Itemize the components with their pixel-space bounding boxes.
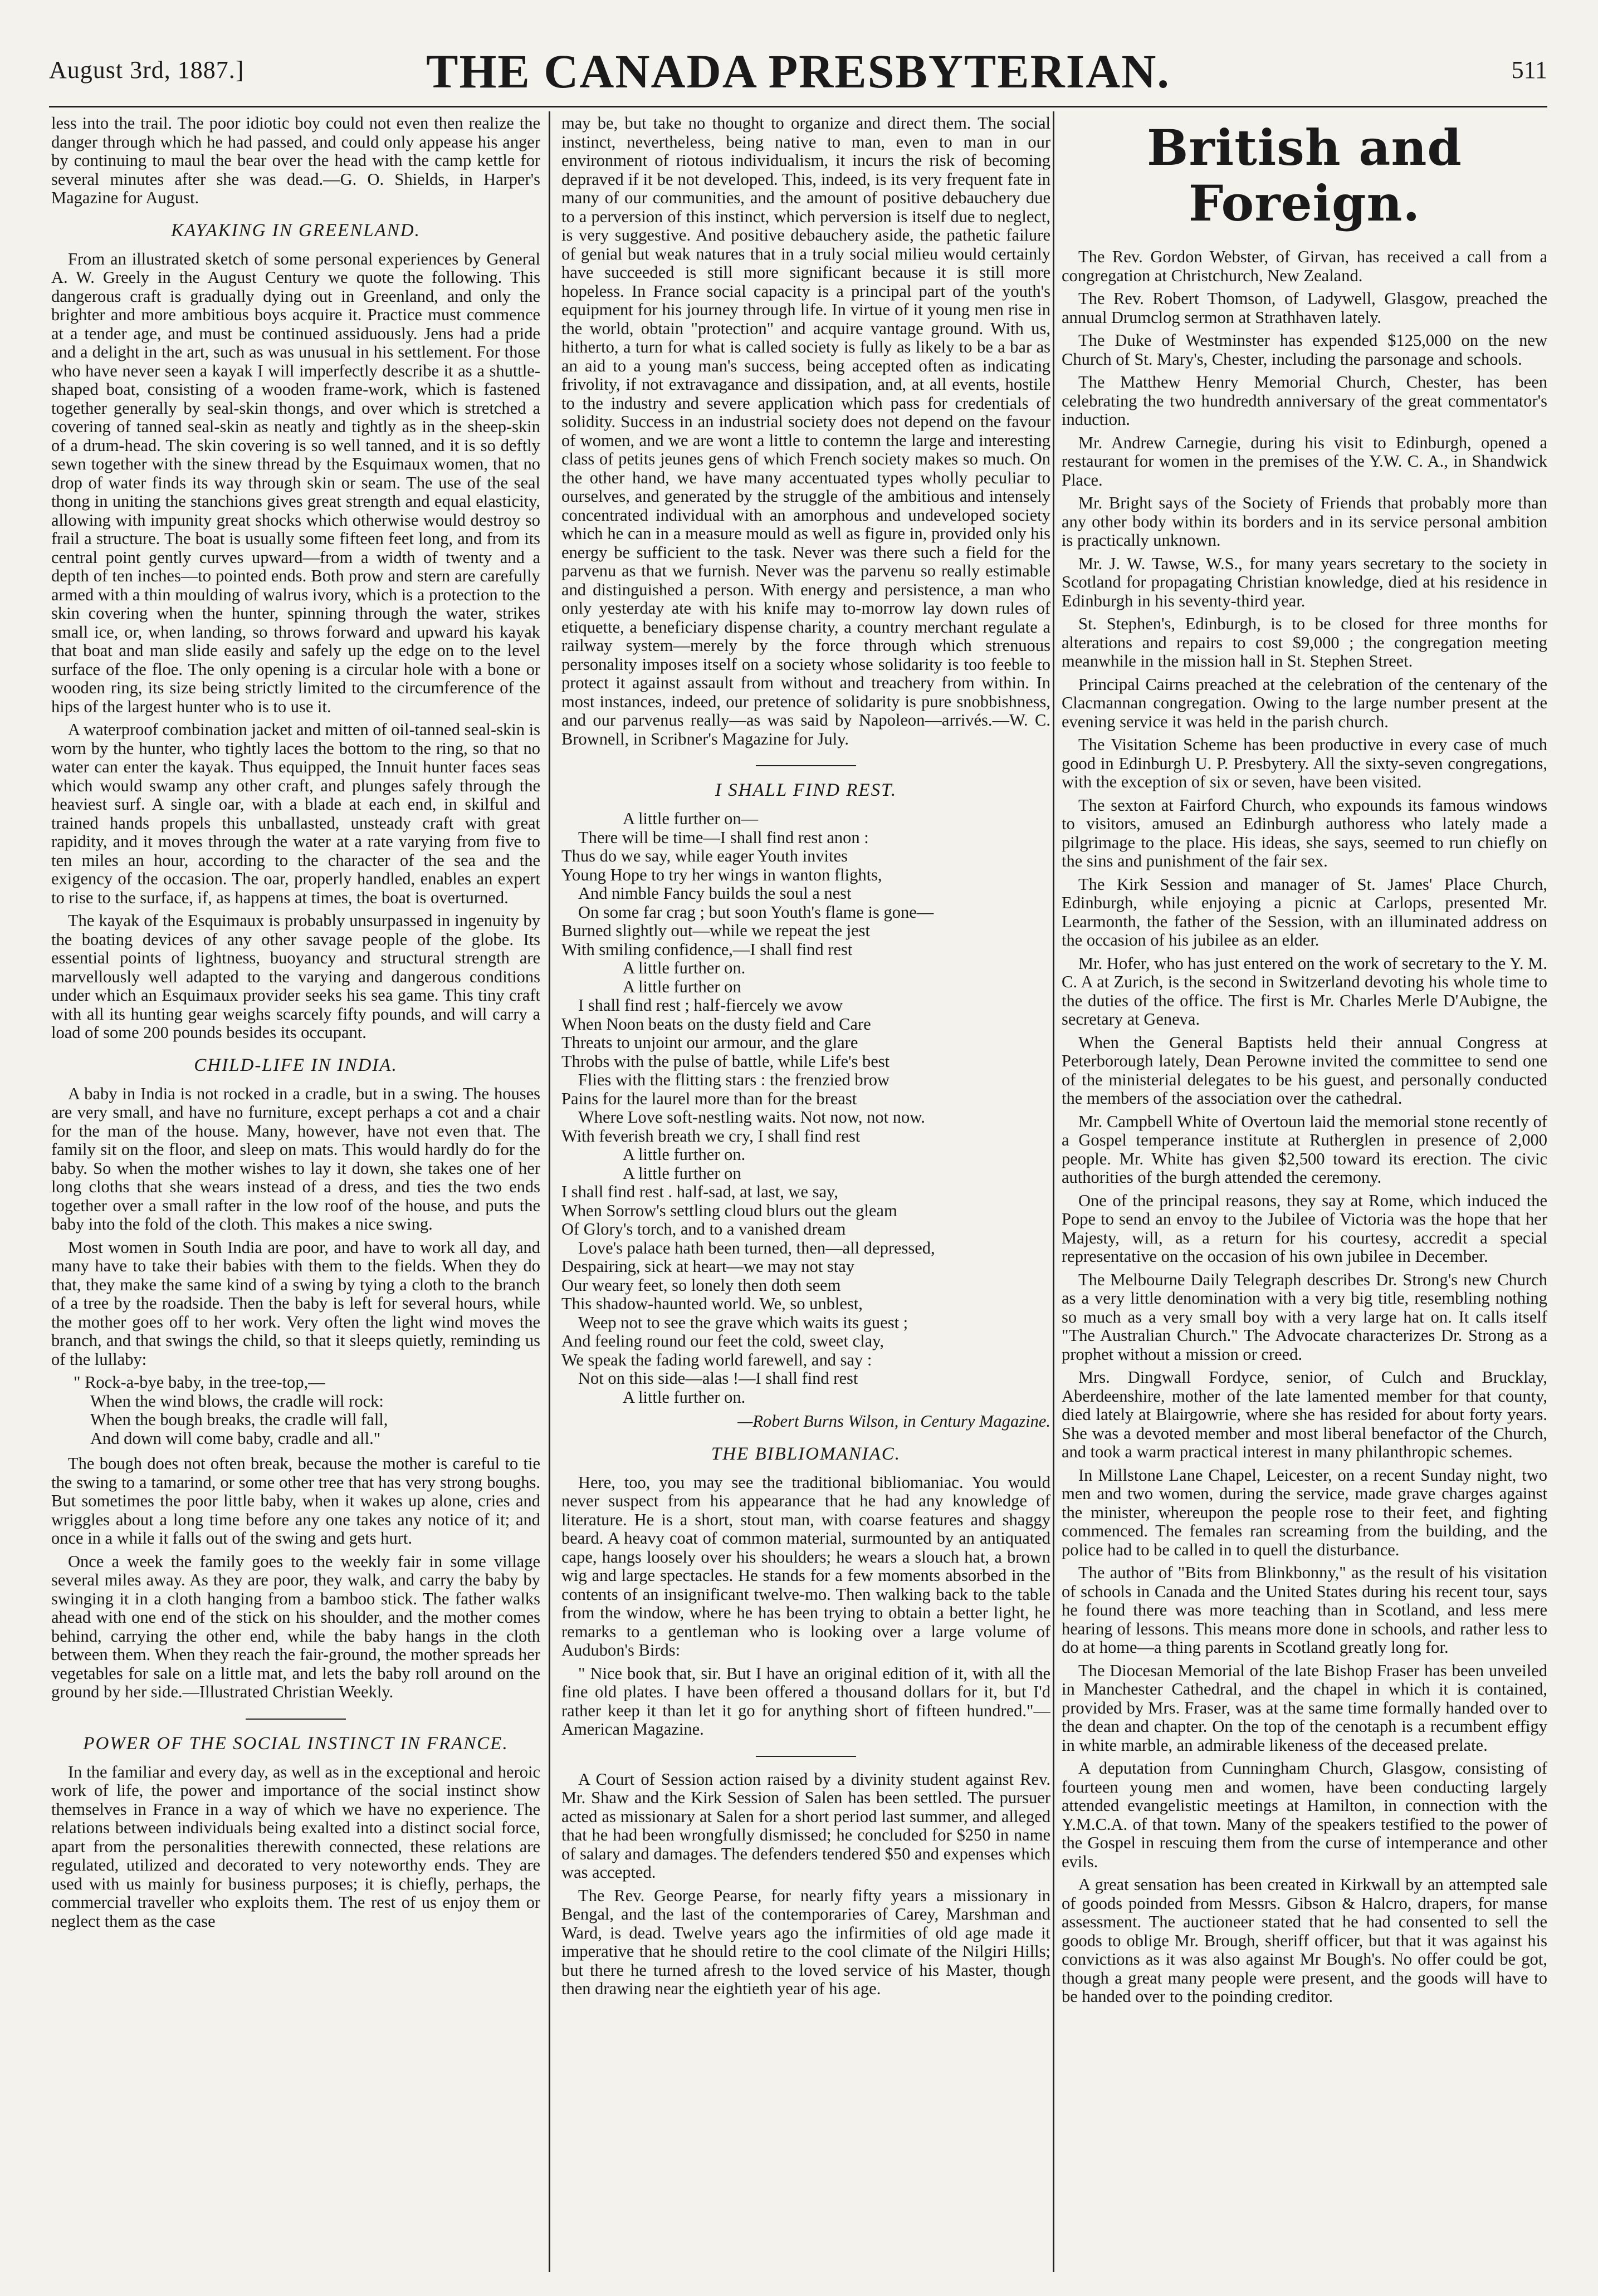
social-instinct-paragraph-1: In the familiar and every day, as well as in the exceptional and heroic work of life, the power and importance of the social instinct show themselves in France in a way of which we have no experience. The relations between individuals being exalted into a distinct social force, apart from the personalities therewith connected, these relations are regulated, utilized and decorated to very noteworthy ends. They are used with us mainly for business purposes; it is chiefly, perhaps, the commercial traveller who exploits them. The rest of us enjoy them or neglect them as the case: [51, 1762, 540, 1931]
issue-date: August 3rd, 1887.]: [49, 56, 245, 84]
news-item: The Rev. Gordon Webster, of Girvan, has received a call from a congregation at Christchurch, New Zealand.: [1062, 247, 1547, 285]
social-instinct-paragraph-2: may be, but take no thought to organize and direct them. The social instinct, nevertheless, being native to man, even to man in our environment of riotous individualism, it incurs the risk of becoming depraved if it be not developed. This, indeed, is its very frequent fate in many of our communities, and the amount of positive debauchery due to a perversion of this instinct, which perversion is itself due to neglect, is very suggestive. And positive debauchery aside, the pathetic failure of genial but weak natures that in a truly social milieu would certainly have succeeded is still more significant because it is still more hopeless. In France social capacity is a principal part of the youth's equipment for his journey through life. In virtue of it young men rise in the world, obtain "protection" and acquire vantage ground. With us, hitherto, a turn for what is called society is fully as likely to be a bar as an aid to a young man's success, being accepted often as indicating frivolity, if not extravagance and dissipation, and, at all events, hostile to the industry and severe application which pass for credentials of solidity. Success in an industrial society does not depend on the favour of women, and we are wont a little to contemn the large and interesting class of petits jeunes gens of which French society makes so much. On the other hand, we have many accentuated types wholly peculiar to ourselves, and generated by the struggle of the ambitious and intensely concentrated individual with an amorphous and undeveloped society which he can in a measure mould as well as figure in, provided only his energy be sufficient to the task. Never was there such a field for the parvenu as that we furnish. Never was the parvenu so really estimable and distinguished a person. With energy and persistence, a man who only yesterday ate with his knife may to-morrow lay down rules of etiquette, a beneficiary dispense charity, a country merchant regulate a railway system—merely by the force through which strenuous personality imposes itself on a society whose solidarity is too feeble to protect it against assault from without and treachery from within. In most instances, indeed, our pretence of solidarity is pure snobbishness, and our parvenus really—as was said by Napoleon—arrivés.—W. C. Brownell, in Scribner's Magazine for July.: [561, 114, 1050, 748]
poem-line: On some far crag ; but soon Youth's flame is gone—: [578, 902, 934, 922]
poem-line: Despairing, sick at heart—we may not stay: [561, 1257, 854, 1276]
news-item: A great sensation has been created in Kirkwall by an attempted sale of goods poinded from Messrs. Gibson & Halcro, drapers, for manse assessment. The auctioneer stated that he had consented to sell the goods to oblige Mr. Brough, sheriff officer, but that it was against his convictions as it was also against Mr Bough's. No offer could be got, though a great many people were present, and the goods will have to be handed over to the poinding creditor.: [1062, 1875, 1547, 2006]
poem-line: I shall find rest ; half-fiercely we avow: [578, 996, 843, 1015]
lullaby-line: And down will come baby, cradle and all.": [90, 1428, 381, 1448]
child-life-paragraph-1: A baby in India is not rocked in a cradle, but in a swing. The houses are very small, and have no furniture, except perhaps a cot and a chair for the man of the house. Many, however, have not even that. The family sit on the floor, and sleep on mats. This would hardly do for the baby. So when the mother wishes to lay it down, she takes one of her long cloths that she wears instead of a dress, and ties the two ends together over a small rafter in the low roof of the house, and puts the baby into the fold of the cloth. This makes a nice swing.: [51, 1084, 540, 1233]
column-divider-2: [1053, 111, 1054, 2272]
bear-story-ending: less into the trail. The poor idiotic boy could not even then realize the danger through which he had passed, and could only appease his anger by continuing to maul the bear over the head with the camp kettle for several minutes after she was dead.—G. O. Shields, in Harper's Magazine for August.: [51, 114, 540, 207]
poem-line: Thus do we say, while eager Youth invites: [561, 846, 848, 865]
kayaking-paragraph-2: A waterproof combination jacket and mitten of oil-tanned seal-skin is worn by the hunter, who tightly laces the bottom to the ring, so that no water can enter the kayak. Thus equipped, the Innuit hunter faces seas which would swamp any other craft, and plunges safely through the heaviest surf. A single oar, with a blade at each end, in skilful and trained hands propels this unballasted, unsteady craft with great rapidity, and it moves through the water at a rate varying from five to ten miles an hour, according to the character of the sea and the exigency of the occasion. The oar, properly handled, enables an expert to rise to the surface, if, as happens at times, the boat is overturned.: [51, 720, 540, 907]
column-2: [561, 114, 1050, 2275]
poem-line: With smiling confidence,—I shall find rest: [561, 939, 853, 959]
news-item: Mr. J. W. Tawse, W.S., for many years secretary to the society in Scotland for propagating Christian knowledge, died at his residence in Edinburgh in his seventy-third year.: [1062, 554, 1547, 610]
section-rule: [756, 1756, 856, 1757]
bibliomaniac-heading: THE BIBLIOMANIAC.: [711, 1443, 901, 1464]
find-rest-poem: [561, 810, 1050, 1407]
poem-line: Flies with the flitting stars : the frenzied brow: [578, 1070, 890, 1089]
lullaby-line: When the bough breaks, the cradle will fall,: [90, 1410, 388, 1429]
child-life-paragraph-2: Most women in South India are poor, and have to work all day, and many have to take their babies with them to the fields. When they do that, they make the same kind of a swing by tying a cloth to the branch of a tree by the roadside. Then the baby is left for several hours, while the mother goes off to her work. Very often the light wind moves the branch, and that swings the child, so that it sleeps quietly, reminding us of the lullaby:: [51, 1237, 540, 1369]
poem-line: Our weary feet, so lonely then doth seem: [561, 1275, 841, 1295]
news-item: When the General Baptists held their annual Congress at Peterborough lately, Dean Perowne invited the committee to send one of the ministerial delegates to be his guest, and personally conducted the members of the association over the cathedral.: [1062, 1032, 1547, 1108]
news-item: St. Stephen's, Edinburgh, is to be closed for three months for alterations and repairs to cost $9,000 ; the congregation meeting meanwhile in the mission hall in St. Stephen Street.: [1062, 614, 1547, 670]
column-1: [51, 114, 540, 2275]
column-3: [1062, 114, 1547, 2275]
poem-line: Young Hope to try her wings in wanton flights,: [561, 865, 882, 884]
poem-line: A little further on: [623, 977, 741, 996]
bibliomaniac-paragraph-1: Here, too, you may see the traditional bibliomaniac. You would never suspect from his appearance that he had any knowledge of literature. He is a short, stout man, with coarse features and shaggy beard. A heavy coat of common material, surmounted by an antiquated cape, hangs loosely over his shoulders; he wears a slouch hat, a brown wig and large spectacles. He stands for a few moments absorbed in the contents of an insignificant twelve-mo. Then walking back to the table from the window, where he has been trying to obtain a better light, he remarks to a gentleman who is looking over a large volume of Audubon's Birds:: [561, 1472, 1050, 1659]
news-item: Mr. Hofer, who has just entered on the work of secretary to the Y. M. C. A at Zurich, is the second in Switzerland devoting his whole time to the duties of the office. The first is Mr. Charles Merle D'Aubigne, the secretary at Geneva.: [1062, 953, 1547, 1029]
news-item: The author of "Bits from Blinkbonny," as the result of his visitation of schools in Canada and the United States during his recent tour, says he found there was more teaching than in Scotland, and less mere hearing of lessons. This means more done in schools, and rather less to do at home—a thing parents in Scotland greatly long for.: [1062, 1563, 1547, 1657]
lullaby-line: " Rock-a-bye baby, in the tree-top,—: [74, 1373, 325, 1392]
lullaby-verse: [51, 1373, 540, 1448]
news-item: The Diocesan Memorial of the late Bishop Fraser has been unveiled in Manchester Cathedral, and the chapel in which it is contained, provided by Mrs. Fraser, was at the same time formally handed over to the dean and chapter. On the top of the cenotaph is a recumbent effigy in white marble, an admirable likeness of the deceased prelate.: [1062, 1661, 1547, 1755]
header-rule: [49, 106, 1547, 107]
news-item: Principal Cairns preached at the celebration of the centenary of the Clacmannan congregation. Owing to the large number present at the evening service it was held in the parish church.: [1062, 674, 1547, 731]
column-divider-1: [549, 111, 550, 2272]
poem-line: I shall find rest . half-sad, at last, we say,: [561, 1182, 838, 1201]
poem-line: Pains for the laurel more than for the breast: [561, 1089, 857, 1108]
poem-line: Not on this side—alas !—I shall find rest: [578, 1369, 858, 1388]
poem-line: A little further on.: [623, 1387, 746, 1407]
news-items-list: [1062, 248, 1547, 2006]
child-life-paragraph-4: Once a week the family goes to the weekly fair in some village several miles away. As they are poor, they walk, and carry the baby by swinging it in a cloth hanging from a bamboo stick. The father walks ahead with one end of the stick on his shoulder, and the mother comes behind, carrying the other end, while the baby hangs in the cloth between them. When they reach the fair-ground, the mother spreads her vegetables for sale on a little mat, and lets the baby roll around on the ground by her side.—Illustrated Christian Weekly.: [51, 1551, 540, 1701]
bibliomaniac-paragraph-2: " Nice book that, sir. But I have an original edition of it, with all the fine old plates. I have been offered a thousand dollars for it, but I'd rather keep it than let it go for anything short of fifteen hundred."—American Magazine.: [561, 1663, 1050, 1739]
british-and-foreign-heading: British and Foreign.: [1147, 119, 1462, 232]
poem-line: Threats to unjoint our armour, and the glare: [561, 1033, 858, 1052]
section-rule: [756, 765, 856, 766]
news-item: One of the principal reasons, they say at Rome, which induced the Pope to send an envoy to the Jubilee of Victoria was the hope that her Majesty, will, as a return for his courtesy, accredit a special representative on the occasion of his own jubilee in December.: [1062, 1191, 1547, 1266]
poem-line: A little further on: [623, 1163, 741, 1183]
child-life-paragraph-3: The bough does not often break, because the mother is careful to tie the swing to a tamarind, or some other tree that has very strong boughs. But sometimes the poor little baby, when it wakes up alone, cries and wriggles about a long time before any one takes any notice of it; and once in a while it falls out of the swing and gets hurt.: [51, 1454, 540, 1548]
find-rest-heading: I SHALL FIND REST.: [715, 780, 897, 800]
kayaking-paragraph-3: The kayak of the Esquimaux is probably unsurpassed in ingenuity by the boating devices of any other savage people of the globe. Its essential points of lightness, buoyancy and structural strength are marvellously well adapted to the varying and dangerous conditions under which an Esquimaux provider seeks his sea game. This tiny craft with all its hunting gear weighs scarcely fifty pounds, and will carry a load of some 200 pounds besides its occupant.: [51, 911, 540, 1042]
poem-line: And feeling round our feet the cold, sweet clay,: [561, 1331, 884, 1350]
poem-line: And nimble Fancy builds the soul a nest: [578, 884, 852, 903]
poem-line: Burned slightly out—while we repeat the jest: [561, 921, 870, 940]
poem-line: A little further on.: [623, 1145, 746, 1164]
poem-line: When Sorrow's settling cloud blurs out the gleam: [561, 1201, 897, 1220]
news-item: Mr. Bright says of the Society of Friends that probably more than any other body within its borders and in its service personal ambition is practically unknown.: [1062, 493, 1547, 550]
poem-line: Throbs with the pulse of battle, while Life's best: [561, 1051, 890, 1071]
poem-line: A little further on—: [623, 809, 759, 828]
poem-line: Where Love soft-nestling waits. Not now, not now.: [578, 1108, 925, 1127]
poem-line: Weep not to see the grave which waits its guest ;: [578, 1313, 908, 1332]
kayaking-paragraph-1: From an illustrated sketch of some personal experiences by General A. W. Greely in the August Century we quote the following. This dangerous craft is gradually dying out in Greenland, and only the brighter and more ambitious boys acquire it. Practice must commence at a tender age, and must be continued assiduously. Jens had a pride and a delight in the art, such as was unusual in his settlement. For those who have never seen a kayak I will imperfectly describe it as a shuttle-shaped boat, consisting of a wooden frame-work, which is fastened together generally by seal-skin thongs, and over which is stretched a covering of tanned seal-skin as neatly and tightly as in the sheep-skin of a drum-head. The skin covering is so well tanned, and it is so deftly sewn together with the sinew thread by the Esquimaux women, that no drop of water finds its way through skin or seam. The use of the seal thong in uniting the stanchions gives great strength and equal elasticity, allowing with impunity great shocks which otherwise would destroy so frail a structure. The boat is usually some fifteen feet long, and from its central point gently curves upward—from a width of twenty and a depth of ten inches—to pointed ends. Both prow and stern are carefully armed with a thin moulding of walrus ivory, which is a protection to the skin covering when the hunter, spinning through the water, strikes small ice, or, when landing, so throws forward and upward his kayak that boat and man slide easily and safely up the edge on to the level surface of the floe. The only opening is a circular hole with a bone or wooden ring, its size being strictly limited to the circumference of the hips of the largest hunter who is to use it.: [51, 249, 540, 716]
masthead-title: THE CANADA PRESBYTERIAN.: [426, 45, 1170, 98]
child-life-heading: CHILD-LIFE IN INDIA.: [194, 1055, 398, 1075]
court-of-session-item: A Court of Session action raised by a divinity student against Rev. Mr. Shaw and the Kirk Session of Salen has been settled. The pursuer acted as missionary at Salen for a short period last summer, and alleged that he had been wrongfully dismissed; he concluded for $250 in name of salary and damages. The defenders tendered $50 and expenses which was accepted.: [561, 1769, 1050, 1882]
news-item: The Melbourne Daily Telegraph describes Dr. Strong's new Church as a very little denomination with a very big title, resembling nothing so much as a very small boy with a very large hat on. It calls itself "The Australian Church." The Advocate characterizes Dr. Strong as a prophet without a mission or creed.: [1062, 1270, 1547, 1364]
poem-line: Love's palace hath been turned, then—all depressed,: [578, 1238, 935, 1257]
news-item: The sexton at Fairford Church, who expounds its famous windows to visitors, amused an Edinburgh authoress who lately made a pilgrimage to the place. His ideas, she says, seemed to run chiefly on the sins and punishment of the fair sex.: [1062, 795, 1547, 870]
poem-line: Of Glory's torch, and to a vanished dream: [561, 1220, 846, 1238]
section-rule: [246, 1719, 346, 1720]
news-item: The Visitation Scheme has been productive in every case of much good in Edinburgh U. P. Presbytery. All the sixty-seven congregations, with the exception of six or seven, have been visited.: [1062, 735, 1547, 791]
poem-source: —Robert Burns Wilson, in Century Magazine.: [737, 1412, 1050, 1431]
news-item: The Rev. Robert Thomson, of Ladywell, Glasgow, preached the annual Drumclog sermon at Strathhaven lately.: [1062, 289, 1547, 327]
news-item: In Millstone Lane Chapel, Leicester, on a recent Sunday night, two men and two women, during the service, made grave charges against the minister, whereupon the people rose to their feet, and fighting commenced. The females ran screaming from the building, and the police had to be called in to quell the disturbance.: [1062, 1465, 1547, 1559]
page-header: [49, 33, 1547, 100]
poem-line: With feverish breath we cry, I shall find rest: [561, 1126, 861, 1145]
page-number: 511: [1511, 56, 1547, 84]
pearse-obituary-item: The Rev. George Pearse, for nearly fifty years a missionary in Bengal, and the last of the contemporaries of Carey, Marshman and Ward, is dead. Twelve years ago the infirmities of old age made it imperative that he should retire to the cool climate of the Nilgiri Hills; but there he turned afresh to the loved service of his Master, though then drawing near the eightieth year of his age.: [561, 1886, 1050, 1998]
news-item: Mrs. Dingwall Fordyce, senior, of Culch and Brucklay, Aberdeenshire, mother of the late lamented member for that county, died lately at Blairgowrie, where she has resided for about forty years. She was a devoted member and most liberal benefactor of the Church, and took a warm practical interest in many philanthropic schemes.: [1062, 1368, 1547, 1461]
poem-line: A little further on.: [623, 958, 746, 977]
news-item: The Matthew Henry Memorial Church, Chester, has been celebrating the two hundredth anniversary of the great commentator's induction.: [1062, 373, 1547, 429]
social-instinct-heading: POWER OF THE SOCIAL INSTINCT IN FRANCE.: [83, 1733, 509, 1754]
news-item: Mr. Campbell White of Overtoun laid the memorial stone recently of a Gospel temperance institute at Rutherglen in presence of 2,000 people. Mr. White has given $2,500 toward its erection. The civic authorities of the burgh attended the ceremony.: [1062, 1112, 1547, 1187]
news-item: The Kirk Session and manager of St. James' Place Church, Edinburgh, while enjoying a picnic at Carlops, presented Mr. Learmonth, the father of the Session, with an illuminated address on the occasion of his jubilee as an elder.: [1062, 874, 1547, 949]
news-item: A deputation from Cunningham Church, Glasgow, consisting of fourteen young men and women, have been conducting largely attended evangelistic meetings at Hamilton, in connection with the Y.M.C.A. of that town. Many of the speakers testified to the power of the Gospel in rescuing them from the curse of intemperance and other evils.: [1062, 1759, 1547, 1871]
news-item: Mr. Andrew Carnegie, during his visit to Edinburgh, opened a restaurant for women in the premises of the Y.W. C. A., in Shandwick Place.: [1062, 433, 1547, 489]
news-item: The Duke of Westminster has expended $125,000 on the new Church of St. Mary's, Chester, including the parsonage and schools.: [1062, 331, 1547, 369]
poem-line: This shadow-haunted world. We, so unblest,: [561, 1294, 863, 1313]
poem-line: There will be time—I shall find rest anon :: [578, 828, 869, 847]
kayaking-heading: KAYAKING IN GREENLAND.: [171, 220, 421, 241]
poem-line: We speak the fading world farewell, and say :: [561, 1350, 872, 1369]
poem-line: When Noon beats on the dusty field and Care: [561, 1014, 871, 1034]
lullaby-line: When the wind blows, the cradle will rock:: [90, 1391, 384, 1411]
